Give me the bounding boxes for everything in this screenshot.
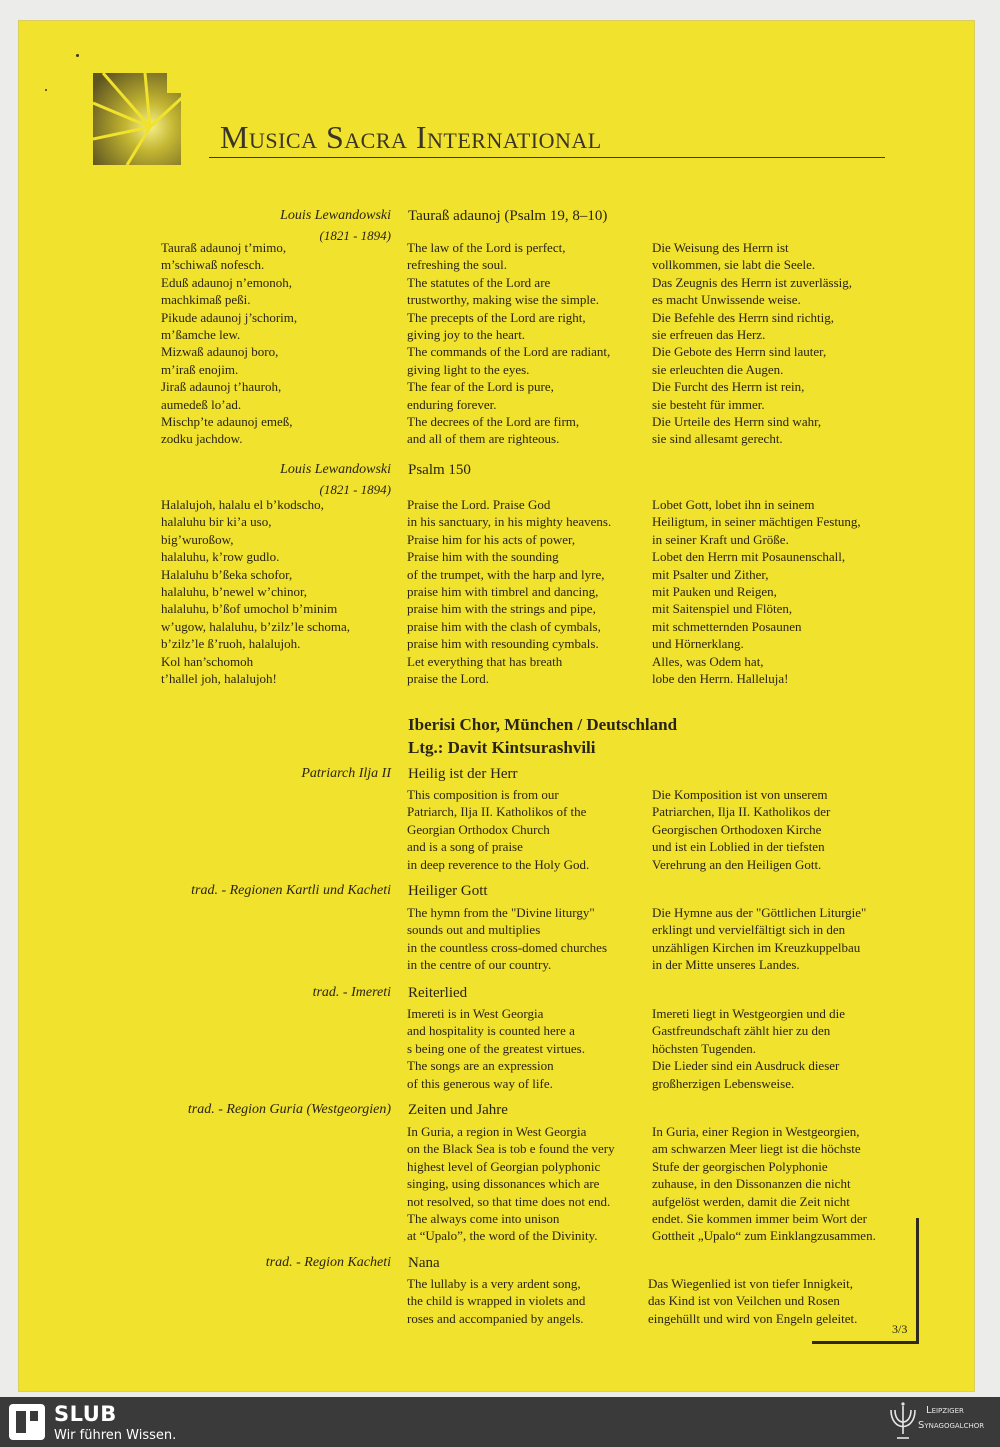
text-line: Jiraß adaunoj t’hauroh, (161, 379, 282, 395)
text-line: The lullaby is a very ardent song, (407, 1276, 581, 1291)
song-composer: trad. - Region Guria (Westgeorgien) (187, 1102, 391, 1117)
text-line: Pikude adaunoj j’schorim, (161, 309, 298, 325)
text-line: Halalujoh, halalu el b’kodscho, (161, 497, 324, 512)
composer-dates: (1821 - 1894) (319, 482, 391, 497)
text-line: sie erleuchten die Augen. (652, 361, 784, 377)
musica-sacra-logo-icon (93, 73, 185, 165)
page-number: 3/3 (892, 1322, 908, 1336)
text-line: The statutes of the Lord are (407, 274, 551, 290)
text-line: erklingt und vervielfältigt sich in den (652, 922, 846, 938)
text-line: refreshing the soul. (407, 257, 508, 273)
paper-speck (45, 89, 47, 91)
text-line: The always come into unison (407, 1210, 560, 1226)
song-description-de (652, 1005, 845, 1092)
song-composer: trad. - Imereti (312, 985, 391, 1000)
song-composer: trad. - Regionen Kartli und Kacheti (191, 883, 391, 898)
text-line: praise him with timbrel and dancing, (407, 583, 599, 599)
text-line: enduring forever. (407, 396, 497, 412)
text-line: am schwarzen Meer liegt ist die höchste (652, 1141, 861, 1157)
text-line: sie sind allesamt gerecht. (652, 431, 783, 447)
piece-title: Tauraß adaunoj (Psalm 19, 8–10) (408, 208, 608, 224)
text-line: Kol han’schomoh (161, 653, 254, 669)
text-line: In Guria, einer Region in Westgeorgien, (652, 1124, 860, 1139)
composer-name: Louis Lewandowski (280, 208, 391, 223)
text-line: Das Wiegenlied ist von tiefer Innigkeit, (648, 1276, 854, 1291)
text-line: zodku jachdow. (161, 431, 243, 447)
text-line: praise the Lord. (407, 670, 489, 686)
text-line: und ist ein Loblied in der tiefsten (652, 839, 825, 855)
song-composer: trad. - Region Kacheti (265, 1255, 391, 1270)
text-line: Alles, was Odem hat, (652, 653, 764, 669)
text-line: and all of them are righteous. (407, 431, 560, 447)
song-description-en (407, 904, 607, 974)
text-line: Lobet den Herrn mit Posaunenschall, (652, 549, 846, 565)
slub-logo-icon[interactable] (8, 1403, 46, 1441)
text-line: halaluhu, k’row gudlo. (161, 549, 280, 565)
text-line: sie besteht für immer. (652, 396, 765, 412)
text-line: w’ugow, halaluhu, b’zilz’le schoma, (161, 618, 351, 634)
text-line: b’zilz’le ß’ruoh, halalujoh. (161, 636, 301, 652)
text-line: and is a song of praise (407, 839, 523, 855)
text-line: s being one of the greatest virtues. (407, 1040, 585, 1056)
text-line: m’schiwaß nofesch. (161, 257, 265, 273)
text-line: vollkommen, sie labt die Seele. (652, 257, 816, 273)
text-line: m’ßamche lew. (161, 326, 241, 342)
text-line: mit Pauken und Reigen, (652, 583, 777, 599)
song-description-en (407, 1005, 585, 1092)
song-description-de (652, 904, 866, 974)
footer-bar (0, 1397, 1000, 1447)
text-line: praise him with the strings and pipe, (407, 601, 596, 617)
text-line: zuhause, in den Dissonanzen die nicht (652, 1176, 851, 1192)
text-line: Praise him with the sounding (407, 549, 559, 565)
text-line: Stufe der georgischen Polyphonie (652, 1158, 828, 1174)
text-line: Gottheit „Upalo“ zum Einklangzusammen. (652, 1228, 876, 1244)
text-line: singing, using dissonances which are (407, 1176, 600, 1192)
menorah-icon (888, 1400, 918, 1442)
text-line: t’hallel joh, halalujoh! (161, 670, 277, 686)
song-title: Zeiten und Jahre (408, 1102, 508, 1118)
choir-conductor: Ltg.: Davit Kintsurashvili (408, 738, 596, 757)
text-line: Let everything that has breath (407, 653, 563, 669)
german-translation (652, 496, 861, 687)
text-line: Praise the Lord. Praise God (407, 497, 551, 512)
text-line: Die Urteile des Herrn sind wahr, (652, 413, 822, 429)
text-line: Die Gebote des Herrn sind lauter, (652, 344, 827, 360)
text-line: Patriarch, Ilja II. Katholikos of the (407, 804, 587, 820)
text-line: in seiner Kraft und Größe. (652, 531, 789, 547)
text-line: highest level of Georgian polyphonic (407, 1158, 601, 1174)
corner-mark (812, 1341, 919, 1344)
text-line: lobe den Herrn. Halleluja! (652, 670, 789, 686)
text-line: The decrees of the Lord are firm, (407, 413, 580, 429)
text-line: m’iraß enojim. (161, 361, 239, 377)
text-line: Die Weisung des Herrn ist (652, 240, 789, 255)
text-line: giving joy to the heart. (407, 326, 526, 342)
song-description-en (407, 786, 589, 873)
text-line: eingehüllt und wird von Engeln geleitet. (648, 1310, 858, 1326)
text-line: aufgelöst werden, damit die Zeit nicht (652, 1193, 850, 1209)
hebrew-transliteration (161, 239, 297, 448)
text-line: This composition is from our (407, 787, 559, 802)
text-line: Gastfreundschaft zählt hier zu den (652, 1023, 831, 1039)
text-line: in the centre of our country. (407, 957, 552, 973)
program-page (19, 21, 974, 1391)
song-title: Heiliger Gott (408, 883, 488, 899)
text-line: Halaluhu b’ßeka schofor, (161, 566, 293, 582)
text-line: Georgischen Orthodoxen Kirche (652, 821, 822, 837)
text-line: in his sanctuary, in his mighty heavens. (407, 514, 612, 530)
text-line: In Guria, a region in West Georgia (407, 1124, 587, 1139)
text-line: Verehrung an den Heiligen Gott. (652, 856, 822, 872)
text-line: mit schmetternden Posaunen (652, 618, 802, 634)
text-line: Georgian Orthodox Church (407, 821, 550, 837)
text-line: sie erfreuen das Herz. (652, 326, 766, 342)
text-line: halaluhu, b’ßof umochol b’minim (161, 601, 338, 617)
text-line: Die Hymne aus der "Göttlichen Liturgie" (652, 905, 867, 920)
text-line: in deep reverence to the Holy God. (407, 856, 590, 872)
text-line: giving light to the eyes. (407, 361, 530, 377)
brand-title: Musica Sacra International (220, 119, 602, 155)
text-line: of the trumpet, with the harp and lyre, (407, 566, 605, 582)
song-title: Nana (408, 1255, 440, 1271)
text-line: The law of the Lord is perfect, (407, 240, 566, 255)
text-line: The songs are an expression (407, 1058, 554, 1074)
text-line: trustworthy, making wise the simple. (407, 292, 599, 308)
text-line: Heiligtum, in seiner mächtigen Festung, (652, 514, 861, 530)
text-line: und Hörnerklang. (652, 636, 744, 652)
text-line: in der Mitte unseres Landes. (652, 957, 800, 973)
song-description-en (407, 1123, 615, 1245)
text-line: mit Saitenspiel und Flöten, (652, 601, 793, 617)
text-line: machkimaß peßi. (161, 292, 251, 308)
song-description-de (652, 786, 830, 873)
english-translation (407, 239, 610, 448)
text-line: The precepts of the Lord are right, (407, 309, 586, 325)
text-line: praise him with the clash of cymbals, (407, 618, 601, 634)
song-title: Reiterlied (408, 985, 468, 1001)
text-line: on the Black Sea is tob e found the very (407, 1141, 615, 1157)
song-composer: Patriarch Ilja II (301, 766, 391, 781)
song-title: Heilig ist der Herr (408, 766, 518, 782)
text-line: The commands of the Lord are radiant, (407, 344, 611, 360)
text-line: the child is wrapped in violets and (407, 1293, 586, 1309)
text-line: großherzigen Lebensweise. (652, 1075, 795, 1091)
partner-name-line2: Synagogalchor (918, 1420, 985, 1431)
text-line: at “Upalo”, the word of the Divinity. (407, 1228, 598, 1244)
text-line: halaluhu bir ki’a uso, (161, 514, 272, 530)
text-line: not resolved, so that time does not end. (407, 1193, 611, 1209)
text-line: Die Lieder sind ein Ausdruck dieser (652, 1058, 840, 1074)
text-line: Mizwaß adaunoj boro, (161, 344, 279, 360)
song-description-de (648, 1275, 857, 1327)
german-translation (652, 239, 852, 448)
text-line: Eduß adaunoj n’emonoh, (161, 274, 293, 290)
text-line: The fear of the Lord is pure, (407, 379, 554, 395)
composer-name: Louis Lewandowski (280, 462, 391, 477)
text-line: Praise him for his acts of power, (407, 531, 576, 547)
slub-name[interactable]: SLUB (54, 1402, 117, 1426)
choir-name: Iberisi Chor, München / Deutschland (408, 715, 678, 734)
text-line: Imereti is in West Georgia (407, 1006, 544, 1021)
text-line: The hymn from the "Divine liturgy" (407, 905, 595, 920)
text-line: praise him with resounding cymbals. (407, 636, 599, 652)
composer-dates: (1821 - 1894) (319, 228, 391, 243)
text-line: Die Befehle des Herrn sind richtig, (652, 309, 834, 325)
corner-mark (916, 1218, 919, 1343)
text-line: Patriarchen, Ilja II. Katholikos der (652, 804, 831, 820)
english-translation (407, 496, 611, 687)
text-line: Tauraß adaunoj t’mimo, (161, 240, 287, 255)
text-line: in the countless cross-domed churches (407, 939, 608, 955)
text-line: and hospitality is counted here a (407, 1023, 575, 1039)
piece-title: Psalm 150 (408, 462, 471, 478)
text-line: Die Komposition ist von unserem (652, 787, 828, 802)
slub-tagline: Wir führen Wissen. (54, 1428, 177, 1443)
text-line: unzähligen Kirchen im Kreuzkuppelbau (652, 939, 861, 955)
text-line: das Kind ist von Veilchen und Rosen (648, 1293, 840, 1309)
text-line: endet. Sie kommen immer beim Wort der (652, 1210, 867, 1226)
text-line: es macht Unwissende weise. (652, 292, 801, 308)
text-line: big’wuroßow, (161, 531, 234, 547)
partner-name-line1: Leipziger (926, 1405, 964, 1416)
song-description-en (407, 1275, 585, 1327)
song-description-de (652, 1123, 876, 1245)
text-line: sounds out and multiplies (407, 922, 541, 938)
text-line: Lobet Gott, lobet ihn in seinem (652, 497, 815, 512)
text-line: aumedeß lo’ad. (161, 396, 242, 412)
text-line: Mischp’te adaunoj emeß, (161, 413, 293, 429)
text-line: Die Furcht des Herrn ist rein, (652, 379, 805, 395)
text-line: roses and accompanied by angels. (407, 1310, 584, 1326)
header-rule (209, 157, 885, 158)
text-line: Imereti liegt in Westgeorgien und die (652, 1006, 846, 1021)
hebrew-transliteration (161, 496, 350, 687)
text-line: of this generous way of life. (407, 1075, 553, 1091)
text-line: höchsten Tugenden. (652, 1040, 756, 1056)
text-line: mit Psalter und Zither, (652, 566, 769, 582)
text-line: halaluhu, b’newel w’chinor, (161, 583, 308, 599)
text-line: Das Zeugnis des Herrn ist zuverlässig, (652, 274, 853, 290)
paper-speck (76, 54, 79, 57)
